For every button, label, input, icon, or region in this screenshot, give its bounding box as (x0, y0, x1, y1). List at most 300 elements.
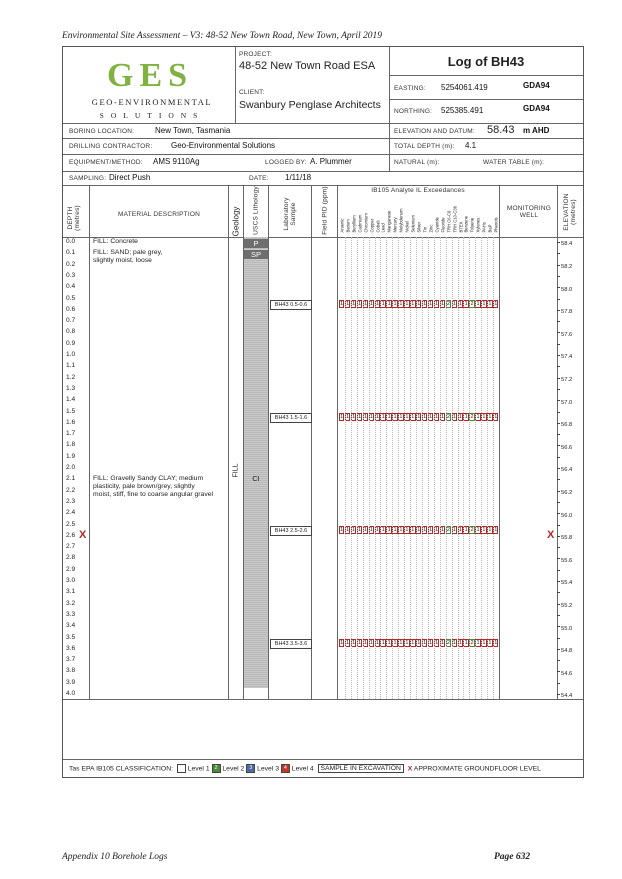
project-value: 48-52 New Town Road ESA (239, 60, 376, 72)
sample-rows (63, 237, 583, 699)
elev-tick: 55.0 (561, 625, 573, 632)
total-depth-label: TOTAL DEPTH (m): (394, 143, 455, 150)
depth-tick: 3.5 (66, 633, 76, 641)
elev-minor-tick (557, 355, 560, 356)
exceed-cell: 1 (369, 414, 373, 421)
exceed-cell: 1 (417, 414, 421, 421)
elevation-scale (557, 237, 583, 699)
logo-line1: GEO-ENVIRONMENTAL (91, 97, 213, 107)
exceed-cell: 1 (429, 640, 433, 647)
exceed-cell: 1 (464, 301, 468, 308)
elev-tick: 54.8 (561, 648, 573, 655)
exceed-cell: 1 (464, 640, 468, 647)
exceed-cell: 1 (488, 414, 492, 421)
elev-minor-tick (557, 434, 560, 435)
water-table-label: WATER TABLE (m): (483, 159, 545, 166)
elev-minor-tick (557, 604, 560, 605)
exceed-cell: 1 (340, 640, 344, 647)
elev-minor-tick (557, 683, 560, 684)
exceed-cell: 1 (405, 527, 409, 534)
elev-tick: 56.0 (561, 512, 573, 519)
depth-tick: 1.4 (66, 396, 76, 404)
depth-tick: 2.9 (66, 565, 76, 573)
boring-location-value: New Town, Tasmania (155, 126, 231, 135)
depth-tick: 0.6 (66, 305, 76, 313)
exceed-cell: 1 (352, 640, 356, 647)
exceed-cell: 1 (346, 301, 350, 308)
elev-minor-tick (557, 242, 560, 243)
elev-minor-tick (557, 253, 560, 254)
depth-tick: 1.9 (66, 452, 76, 460)
elev-tick: 57.2 (561, 376, 573, 383)
depth-tick: 2.0 (66, 464, 76, 471)
analyte-header: BTEX (458, 221, 464, 233)
elev-minor-tick (557, 479, 560, 480)
depth-tick: 4.0 (66, 690, 76, 697)
equipment-value: AMS 9110Ag (153, 157, 200, 166)
exceed-cell: 1 (405, 301, 409, 308)
depth-tick: 0.7 (66, 317, 76, 325)
col-monitoring-header: MONITORING WELL (506, 205, 552, 219)
elev-minor-tick (557, 445, 560, 446)
total-depth-value: 4.1 (465, 141, 477, 150)
page-header: Environmental Site Assessment – V3: 48-52 New Town Road, New Town, April 2019 (62, 31, 383, 41)
exceed-cell: 1 (405, 414, 409, 421)
log-title: Log of BH43 (447, 54, 525, 69)
ges-logo (77, 55, 227, 125)
exceed-cell: 1 (476, 414, 480, 421)
exceed-cell: 1 (494, 414, 498, 421)
elev-minor-tick (557, 570, 560, 571)
exceed-cell: 2 (470, 301, 474, 308)
exceed-gridline (369, 237, 370, 699)
elev-minor-tick (557, 389, 560, 390)
exceed-cell: 1 (393, 301, 397, 308)
material-entry: FILL: SAND; pale grey, slightly moist, loose (93, 249, 163, 265)
analyte-header: Chromium (363, 213, 369, 233)
analyte-header: Phenols (493, 217, 499, 233)
material-entry: FILL: Gravelly Sandy CLAY; medium plasticity, pale brown/grey, slightly moist, stiff, fine to coarse angular gravel (93, 475, 214, 499)
legend-level2: Level 2 (222, 765, 245, 773)
easting-datum: GDA94 (523, 81, 550, 90)
project-label: PROJECT: (239, 51, 273, 58)
exceed-cell: 1 (381, 527, 385, 534)
page-footer-right: Page 632 (494, 852, 531, 862)
exceed-gridline (404, 237, 405, 699)
depth-tick: 1.2 (66, 373, 76, 381)
exceed-cell: 1 (352, 301, 356, 308)
exceed-cell: 1 (458, 301, 462, 308)
exceed-cell: 1 (434, 414, 439, 421)
natural-label: NATURAL (m): (394, 159, 440, 166)
depth-tick: 2.4 (66, 509, 76, 517)
analyte-header: Fluoride (440, 217, 446, 233)
exceed-cell: 1 (411, 640, 415, 647)
exceed-cell: 1 (464, 414, 468, 421)
analyte-header: Silver (416, 222, 422, 233)
elev-minor-tick (557, 366, 560, 367)
exceed-cell: 1 (393, 640, 397, 647)
exceed-cell: 1 (417, 527, 421, 534)
elev-minor-tick (557, 310, 560, 311)
exceed-cell: 1 (488, 301, 492, 308)
exceed-gridline (475, 237, 476, 699)
analyte-header: Selenium (410, 215, 416, 233)
legend-level2-box: 2 (212, 764, 221, 773)
exceed-cell: 1 (346, 527, 350, 534)
exceed-cell: 1 (494, 301, 498, 308)
analyte-header: Mercury (392, 217, 398, 233)
legend-sample: SAMPLE IN EXCAVATION (318, 764, 404, 773)
legend-level4-box: 4 (281, 764, 290, 773)
depth-tick: 3.9 (66, 678, 76, 686)
exceed-cell: 1 (488, 527, 492, 534)
geology-label: FILL (232, 463, 240, 478)
elev-minor-tick (557, 649, 560, 650)
exceed-cell: 1 (363, 527, 367, 534)
elev-tick: 54.4 (561, 693, 573, 700)
exceed-cell: 1 (387, 301, 391, 308)
exceed-cell: 1 (482, 414, 486, 421)
logo-letters: GES (107, 57, 194, 94)
depth-tick: 3.6 (66, 644, 76, 652)
exceed-cell: 1 (405, 640, 409, 647)
elev-tick: 58.2 (561, 263, 573, 270)
exceed-cell: 2 (446, 640, 450, 647)
analyte-header: Xylenes (475, 217, 481, 233)
legend-groundfloor: APPROXIMATE GROUNDFLOOR LEVEL (413, 765, 541, 773)
depth-tick: 2.6 (66, 531, 76, 539)
col-geology-header: Geology (231, 206, 241, 237)
analyte-header: Tin (422, 226, 428, 233)
exceed-gridline (392, 237, 393, 699)
exceed-cell: 1 (429, 414, 433, 421)
exceed-cell: 1 (423, 640, 427, 647)
legend-classification: Tas EPA IB105 CLASSIFICATION: (69, 765, 174, 773)
exceed-cell: 1 (387, 640, 391, 647)
elev-minor-tick (557, 525, 560, 526)
exceed-cell: 1 (387, 527, 391, 534)
depth-tick: 2.2 (66, 486, 76, 494)
exceed-cell: 2 (470, 527, 474, 534)
elev-minor-tick (557, 412, 560, 413)
elev-minor-tick (557, 615, 560, 616)
exceed-cell: 1 (458, 640, 462, 647)
exceed-gridline (487, 237, 488, 699)
exceed-cell: 1 (452, 301, 456, 308)
exceed-cell: 1 (417, 301, 421, 308)
depth-tick: 2.5 (66, 520, 76, 528)
depth-tick: 3.8 (66, 667, 76, 675)
exceed-gridline (416, 237, 417, 699)
elev-minor-tick (557, 332, 560, 333)
exceed-gridline (469, 237, 470, 699)
exceed-gridline (410, 237, 411, 699)
logged-by-label: LOGGED BY: (265, 159, 307, 166)
exceed-cell: 1 (458, 414, 462, 421)
exceed-cell: 1 (340, 301, 344, 308)
elev-minor-tick (557, 423, 560, 424)
exceed-cell: 1 (357, 414, 361, 421)
elev-minor-tick (557, 400, 560, 401)
exceed-gridline (481, 237, 482, 699)
depth-tick: 1.7 (66, 430, 76, 438)
exceed-gridline (434, 237, 435, 699)
exceed-cell: 2 (470, 640, 474, 647)
exceed-cell: 1 (440, 414, 444, 421)
exceed-cell: 2 (470, 414, 474, 421)
exceed-cell: 1 (434, 640, 439, 647)
depth-tick: 1.8 (66, 441, 76, 449)
exceed-cell: 1 (375, 414, 379, 421)
exceed-cell: 1 (429, 527, 433, 534)
exceed-cell: 1 (423, 414, 427, 421)
exceed-cell: 1 (476, 301, 480, 308)
page-footer-left: Appendix 10 Borehole Logs (62, 852, 168, 862)
elev-minor-tick (557, 536, 560, 537)
groundfloor-marker-left: X (79, 528, 87, 541)
uscs-label: CI (252, 474, 260, 484)
analyte-header: Beryllium (351, 215, 357, 233)
col-exceed-header: IB105 Analyte IL Exceedances (371, 187, 465, 194)
exceed-cell: 1 (369, 527, 373, 534)
exceed-cell: 1 (375, 301, 379, 308)
col-pid-header: Field PID (ppm) (321, 186, 329, 235)
analyte-header: Lead (380, 223, 386, 233)
elev-tick: 54.6 (561, 670, 573, 677)
exceed-cell: 1 (352, 527, 356, 534)
elev-tick: 56.4 (561, 467, 573, 474)
exceed-gridline (375, 237, 376, 699)
depth-tick: 0.8 (66, 328, 76, 336)
exceed-cell: 1 (369, 301, 373, 308)
elev-minor-tick (557, 558, 560, 559)
lab-sample: BH43 0.5-0.6 (270, 300, 312, 310)
exceed-cell: 1 (357, 527, 361, 534)
elev-minor-tick (557, 547, 560, 548)
legend-x: X (407, 765, 413, 773)
elev-tick: 56.6 (561, 444, 573, 451)
depth-tick: 2.3 (66, 497, 76, 505)
groundfloor-marker-right: X (547, 528, 555, 541)
exceed-cell: 1 (440, 527, 444, 534)
analyte-header: BaP (487, 224, 493, 233)
lab-sample: BH43 3.5-3.6 (270, 639, 312, 649)
elevation-value: 58.43 (487, 124, 515, 136)
elev-minor-tick (557, 502, 560, 503)
exceedance-grid (339, 237, 499, 699)
exceed-cell: 1 (387, 414, 391, 421)
analyte-header: Molybdenum (398, 208, 404, 233)
elev-tick: 56.2 (561, 489, 573, 496)
sampling-label: SAMPLING: (69, 175, 107, 182)
exceed-cell: 1 (440, 640, 444, 647)
elev-tick: 58.0 (561, 286, 573, 293)
depth-tick: 0.1 (66, 249, 76, 257)
exceed-cell: 1 (476, 640, 480, 647)
exceed-cell: 1 (482, 301, 486, 308)
exceed-gridline (357, 237, 358, 699)
elev-tick: 57.6 (561, 331, 573, 338)
easting-value: 5254061.419 (441, 83, 488, 92)
exceed-gridline (386, 237, 387, 699)
lab-sample: BH43 2.5-2.6 (270, 526, 312, 536)
exceed-gridline (452, 237, 453, 699)
depth-tick: 3.1 (66, 588, 76, 596)
exceed-cell: 1 (346, 640, 350, 647)
exceed-cell: 1 (452, 527, 456, 534)
elev-minor-tick (557, 694, 560, 695)
elev-tick: 56.8 (561, 422, 573, 429)
elev-minor-tick (557, 378, 560, 379)
uscs-label: P (244, 239, 268, 248)
analyte-header: Cyanide (434, 217, 440, 233)
elev-minor-tick (557, 513, 560, 514)
exceed-cell: 1 (381, 301, 385, 308)
analyte-header: Cobalt (375, 220, 381, 233)
elev-minor-tick (557, 468, 560, 469)
drilling-contractor-label: DRILLING CONTRACTOR: (69, 143, 153, 150)
easting-label: EASTING: (394, 85, 426, 92)
client-value: Swanbury Penglase Architects (239, 99, 381, 111)
exceed-gridline (380, 237, 381, 699)
analyte-header: PAHs (481, 222, 487, 233)
exceed-cell: 1 (352, 414, 356, 421)
exceed-cell: 1 (411, 414, 415, 421)
elev-minor-tick (557, 344, 560, 345)
exceed-cell: 1 (399, 414, 403, 421)
exceed-cell: 1 (340, 414, 344, 421)
exceed-cell: 1 (375, 640, 379, 647)
client-label: CLIENT: (239, 89, 265, 96)
exceed-cell: 1 (399, 301, 403, 308)
analyte-header: Manganese (386, 210, 392, 233)
exceed-cell: 1 (488, 640, 492, 647)
exceed-cell: 1 (363, 640, 367, 647)
borehole-log-sheet (62, 46, 584, 778)
elev-tick: 55.6 (561, 557, 573, 564)
date-label: DATE: (249, 175, 269, 182)
exceed-cell: 1 (452, 640, 456, 647)
depth-tick: 1.6 (66, 418, 76, 426)
depth-tick: 3.4 (66, 622, 76, 630)
exceed-cell: 1 (375, 527, 379, 534)
uscs-label: SP (244, 250, 268, 259)
exceed-cell: 1 (458, 527, 462, 534)
col-depth-header: DEPTH (metres) (67, 205, 81, 231)
drilling-contractor-value: Geo-Environmental Solutions (171, 141, 276, 150)
exceed-gridline (458, 237, 459, 699)
exceed-cell: 1 (417, 640, 421, 647)
lab-sample: BH43 1.5-1.6 (270, 413, 312, 423)
exceed-cell: 1 (411, 301, 415, 308)
logo-line2: SOLUTIONS (99, 111, 205, 120)
exceed-cell: 1 (393, 414, 397, 421)
depth-tick: 0.0 (66, 238, 76, 245)
elev-minor-tick (557, 581, 560, 582)
elevation-label: ELEVATION AND DATUM: (394, 128, 475, 135)
legend-level1: Level 1 (187, 765, 210, 773)
exceed-cell: 1 (476, 527, 480, 534)
depth-tick: 3.0 (66, 577, 76, 584)
exceed-cell: 1 (357, 301, 361, 308)
exceed-cell: 1 (434, 527, 439, 534)
analyte-header: Nickel (404, 221, 410, 233)
exceed-cell: 1 (363, 414, 367, 421)
depth-tick: 3.2 (66, 599, 76, 607)
analyte-headers (339, 195, 499, 237)
col-lab-header: Laboratory Sample (283, 197, 297, 231)
depth-tick: 2.1 (66, 475, 76, 483)
exceed-cell: 1 (464, 527, 468, 534)
depth-tick: 3.3 (66, 610, 76, 618)
depth-tick: 1.0 (66, 351, 76, 358)
exceed-gridline (446, 237, 447, 699)
elev-minor-tick (557, 660, 560, 661)
elev-tick: 58.4 (561, 241, 573, 248)
elev-tick: 55.8 (561, 535, 573, 542)
elev-tick: 55.4 (561, 580, 573, 587)
legend-level4: Level 4 (291, 765, 314, 773)
exceed-cell: 1 (494, 640, 498, 647)
exceed-cell: 1 (423, 301, 427, 308)
elev-minor-tick (557, 457, 560, 458)
analyte-header: TRH C10-C36 (452, 205, 458, 233)
legend-level3: Level 3 (257, 765, 280, 773)
exceed-gridline (463, 237, 464, 699)
depth-tick: 1.5 (66, 407, 76, 415)
elevation-unit: m AHD (523, 126, 550, 135)
exceed-cell: 2 (446, 527, 450, 534)
depth-tick: 0.2 (66, 260, 76, 268)
depth-tick: 2.8 (66, 554, 76, 562)
exceed-gridline (440, 237, 441, 699)
legend-level3-box: 3 (246, 764, 255, 773)
exceed-cell: 2 (446, 301, 450, 308)
col-uscs-header: USCS Lithology (252, 186, 260, 235)
elev-minor-tick (557, 638, 560, 639)
northing-value: 525385.491 (441, 106, 484, 115)
depth-tick: 0.5 (66, 294, 76, 302)
analyte-header: Barium (345, 219, 351, 233)
exceed-cell: 1 (452, 414, 456, 421)
depth-tick: 0.9 (66, 339, 76, 347)
northing-label: NORTHING: (394, 108, 433, 115)
logged-by-value: A. Plummer (310, 157, 352, 166)
equipment-label: EQUIPMENT/METHOD: (69, 159, 143, 166)
sampling-value: Direct Push (109, 173, 151, 182)
exceed-gridline (345, 237, 346, 699)
elev-tick: 57.0 (561, 399, 573, 406)
material-entry: FILL: Concrete (93, 238, 138, 245)
depth-tick: 2.7 (66, 543, 76, 551)
elev-minor-tick (557, 626, 560, 627)
legend-level1-box (177, 764, 186, 773)
depth-tick: 0.3 (66, 271, 76, 279)
exceed-gridline (428, 237, 429, 699)
exceed-cell: 1 (482, 640, 486, 647)
exceed-cell: 1 (340, 527, 344, 534)
date-value: 1/11/18 (285, 173, 312, 182)
exceed-gridline (351, 237, 352, 699)
exceed-cell: 1 (381, 414, 385, 421)
elev-tick: 57.4 (561, 354, 573, 361)
exceed-cell: 1 (494, 527, 498, 534)
elev-minor-tick (557, 321, 560, 322)
depth-tick: 0.4 (66, 283, 76, 291)
exceed-cell: 1 (393, 527, 397, 534)
exceed-gridline (398, 237, 399, 699)
